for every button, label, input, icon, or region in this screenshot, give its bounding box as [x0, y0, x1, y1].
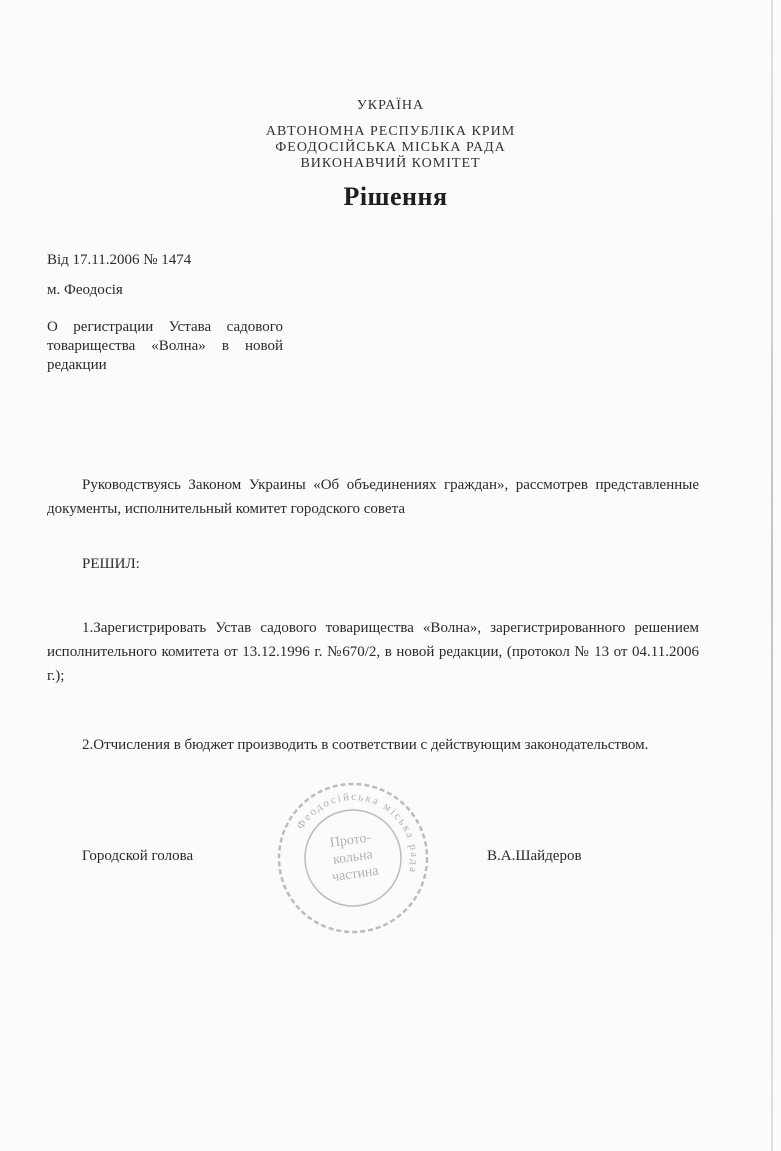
- stamp-ring-text: Феодосійська міська рада: [294, 790, 421, 876]
- decision-item-1: 1.Зарегистрировать Устав садового товарищества «Волна», зарегистрированного решением исполнительного комитета от 13.12.1996 г. №670/2, в новой редакции, (протокол № 13 от 04.11.2006 г.);: [47, 620, 699, 684]
- signatory-name: В.А.Шайдеров: [487, 848, 582, 864]
- header-council: ФЕОДОСІЙСЬКА МІСЬКА РАДА: [275, 140, 506, 155]
- decided-heading: РЕШИЛ:: [82, 556, 140, 572]
- header-country: УКРАЇНА: [356, 98, 425, 113]
- signatory-position: Городской голова: [82, 848, 194, 864]
- header-republic: АВТОНОМНА РЕСПУБЛІКА КРИМ: [265, 124, 516, 139]
- city: м. Феодосія: [47, 282, 123, 298]
- stamp-center-line-1: Прото-: [328, 830, 373, 851]
- header-committee: ВИКОНАВЧИЙ КОМІТЕТ: [300, 156, 481, 171]
- subject: О регистрации Устава садового товарищества «Волна» в новой редакции: [47, 319, 283, 373]
- stamp-center-line-2: кольна: [332, 847, 374, 868]
- date-number: Від 17.11.2006 № 1474: [47, 252, 192, 268]
- stamp-center-line-3: частина: [331, 863, 380, 886]
- document-title: Рішення: [343, 182, 448, 211]
- official-stamp: [273, 778, 433, 938]
- document-header: [0, 98, 781, 212]
- preamble: Руководствуясь Законом Украины «Об объединениях граждан», рассмотрев представленные документы, исполнительный комитет городского совета: [47, 477, 699, 517]
- decision-item-2: 2.Отчисления в бюджет производить в соответствии с действующим законодательством.: [82, 737, 649, 753]
